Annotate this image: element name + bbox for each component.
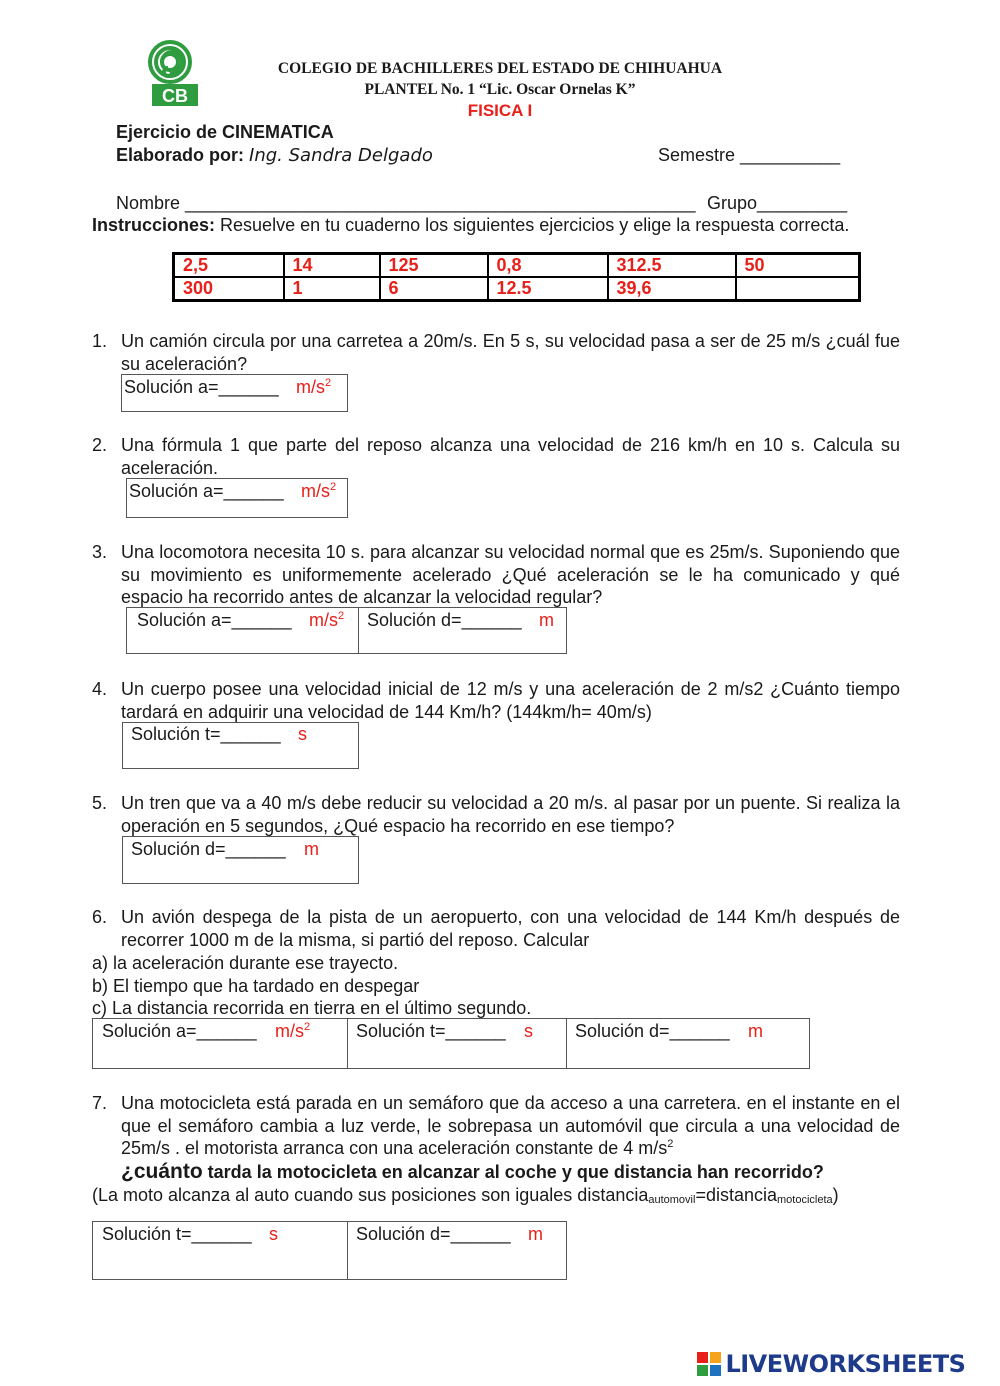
answer-bank-row bbox=[174, 277, 860, 301]
solution-box-3[interactable] bbox=[126, 607, 567, 654]
unit-label: $m/s^2$ bbox=[309, 610, 345, 630]
part-a: a) la aceleración durante ese trayecto. bbox=[92, 953, 399, 973]
solution-box-2[interactable] bbox=[126, 478, 348, 518]
campus-name: PLANTEL No. 1 “Lic. Oscar Ornelas K” bbox=[364, 81, 636, 98]
solution-a-label: Solución a=______ bbox=[129, 481, 284, 501]
unit-label: m bbox=[748, 1021, 763, 1041]
answer-bank-row bbox=[174, 254, 860, 278]
solution-cell[interactable] bbox=[123, 723, 358, 768]
instructions-text: Resuelve en tu cuaderno los siguientes ejercicios y elige la respuesta correcta. bbox=[215, 215, 850, 235]
answer-option: 14 bbox=[284, 254, 380, 278]
solution-a-label: Solución a=______ bbox=[137, 610, 292, 630]
group-field[interactable]: Grupo_________ bbox=[707, 193, 848, 213]
subject-title: FISICA I bbox=[467, 101, 533, 120]
author-label: Elaborado por: bbox=[116, 145, 245, 165]
answer-option: 125 bbox=[380, 254, 488, 278]
question-number: 3. bbox=[92, 542, 108, 562]
unit-label: s bbox=[524, 1021, 533, 1041]
author-name: Ing. Sandra Delgado bbox=[249, 145, 433, 166]
question-number: 5. bbox=[92, 793, 108, 813]
solution-cell[interactable] bbox=[359, 608, 566, 653]
solution-box-5[interactable] bbox=[122, 836, 359, 884]
answer-option bbox=[736, 277, 860, 301]
answer-option: 1 bbox=[284, 277, 380, 301]
solution-d-label: Solución d=______ bbox=[356, 1224, 511, 1244]
solution-cell[interactable] bbox=[93, 1019, 348, 1068]
semester-field[interactable]: Semestre __________ bbox=[658, 145, 841, 165]
answer-bank-table bbox=[172, 252, 861, 302]
part-b: b) El tiempo que ha tardado en despegar bbox=[92, 975, 420, 996]
question-number: 4. bbox=[92, 679, 108, 699]
unit-label: s bbox=[269, 1224, 278, 1244]
unit-label: $m/s^2$ bbox=[296, 377, 332, 397]
answer-option: 50 bbox=[736, 254, 860, 278]
solution-d-label: Solución d=______ bbox=[575, 1021, 730, 1041]
question-text: Un avión despega de la pista de un aeropuerto, con una velocidad de 144 Km/h después de recorrer 1000 m de la misma, si partió del reposo. Calcular bbox=[121, 907, 900, 950]
question-7-note: (La moto alcanza al auto cuando sus posiciones son iguales distancia$_{automovil}$=distancia$_{motocicleta}$) bbox=[92, 1185, 839, 1206]
unit-label: $m/s^2$ bbox=[301, 481, 337, 501]
answer-option: 300 bbox=[174, 277, 284, 301]
solution-cell[interactable] bbox=[127, 608, 359, 653]
exercise-title: Ejercicio de CINEMATICA bbox=[116, 122, 334, 142]
question-number: 1. bbox=[92, 331, 108, 351]
solution-box-7[interactable] bbox=[92, 1221, 567, 1280]
solution-a-label: Solución a=______ bbox=[124, 377, 279, 397]
question-number: 7. bbox=[92, 1093, 108, 1113]
liveworksheets-logo bbox=[697, 1350, 965, 1380]
question-text: Un camión circula por una carretea a 20m/s. En 5 s, su velocidad pasa a ser de 25 m/s ¿cuál fue su aceleración? bbox=[121, 331, 900, 374]
solution-t-label: Solución t=______ bbox=[356, 1021, 506, 1041]
ask-emphasis: ¿cuánto bbox=[121, 1160, 203, 1183]
answer-option: 312.5 bbox=[608, 254, 736, 278]
question-text: Una locomotora necesita 10 s. para alcanzar su velocidad normal que es 25m/s. Suponiendo que su movimiento es uniformemente acelerado ¿Qué aceleración se le ha comunicado y qué espacio ha recorrido antes de alcanzar la velocidad regular? bbox=[121, 542, 900, 607]
solution-d-label: Solución d=______ bbox=[131, 839, 286, 859]
solution-cell[interactable] bbox=[122, 375, 347, 411]
question-number: 2. bbox=[92, 435, 108, 455]
unit-label: m bbox=[528, 1224, 543, 1244]
name-field[interactable]: Nombre ___________________________________________________ bbox=[116, 193, 696, 213]
solution-t-label: Solución t=______ bbox=[131, 724, 281, 744]
solution-box-6[interactable] bbox=[92, 1018, 810, 1069]
unit-label: s bbox=[298, 724, 307, 744]
unit-label: $m/s^2$ bbox=[275, 1021, 311, 1041]
solution-box-1[interactable] bbox=[121, 374, 348, 412]
author-line bbox=[116, 145, 433, 166]
solution-d-label: Solución d=______ bbox=[367, 610, 522, 630]
question-number: 6. bbox=[92, 907, 108, 927]
solution-a-label: Solución a=______ bbox=[102, 1021, 257, 1041]
question-6-parts bbox=[92, 952, 531, 1020]
unit-label: m bbox=[539, 610, 554, 630]
school-name: COLEGIO DE BACHILLERES DEL ESTADO DE CHIHUAHUA bbox=[277, 60, 723, 77]
lws-grid-icon bbox=[697, 1352, 721, 1376]
question-7-ask bbox=[121, 1160, 824, 1184]
answer-option: 0,8 bbox=[488, 254, 608, 278]
solution-t-label: Solución t=______ bbox=[102, 1224, 252, 1244]
instructions bbox=[92, 215, 849, 236]
question-text: Un cuerpo posee una velocidad inicial de 12 m/s y una aceleración de 2 m/s2 ¿Cuánto tiempo tardará en adquirir una velocidad de 144 Km/h? (144km/h= 40m/s) bbox=[121, 679, 900, 722]
part-c: c) La distancia recorrida en tierra en el último segundo. bbox=[92, 998, 532, 1018]
solution-box-4[interactable] bbox=[122, 722, 359, 769]
unit-label: m bbox=[304, 839, 319, 859]
ask-rest: tarda la motocicleta en alcanzar al coche y que distancia han recorrido? bbox=[202, 1162, 824, 1182]
answer-option: 6 bbox=[380, 277, 488, 301]
solution-cell[interactable] bbox=[567, 1019, 809, 1068]
solution-cell[interactable] bbox=[127, 479, 347, 517]
brand-text: LIVEWORKSHEETS bbox=[725, 1350, 966, 1378]
solution-cell[interactable] bbox=[123, 837, 358, 883]
instructions-label: Instrucciones: bbox=[92, 215, 216, 235]
svg-text:CB: CB bbox=[162, 86, 188, 106]
question-text: Una motocicleta está parada en un semáforo que da acceso a una carretera. en el instante en el que el semáforo cambia a luz verde, le sobrepasa un automóvil que circula a una velocidad de 25m/s . el motorista arranca con una aceleración constante de 4 $m/s^2$ bbox=[121, 1093, 900, 1158]
answer-option: 12.5 bbox=[488, 277, 608, 301]
solution-cell[interactable] bbox=[348, 1019, 567, 1068]
solution-cell[interactable] bbox=[93, 1222, 348, 1279]
question-text: Una fórmula 1 que parte del reposo alcanza una velocidad de 216 km/h en 10 s. Calcula su aceleración. bbox=[121, 435, 900, 478]
solution-cell[interactable] bbox=[348, 1222, 566, 1279]
answer-option: 2,5 bbox=[174, 254, 284, 278]
answer-option: 39,6 bbox=[608, 277, 736, 301]
question-text: Un tren que va a 40 m/s debe reducir su velocidad a 20 m/s. al pasar por un puente. Si realiza la operación en 5 segundos, ¿Qué espacio ha recorrido en ese tiempo? bbox=[121, 793, 900, 836]
